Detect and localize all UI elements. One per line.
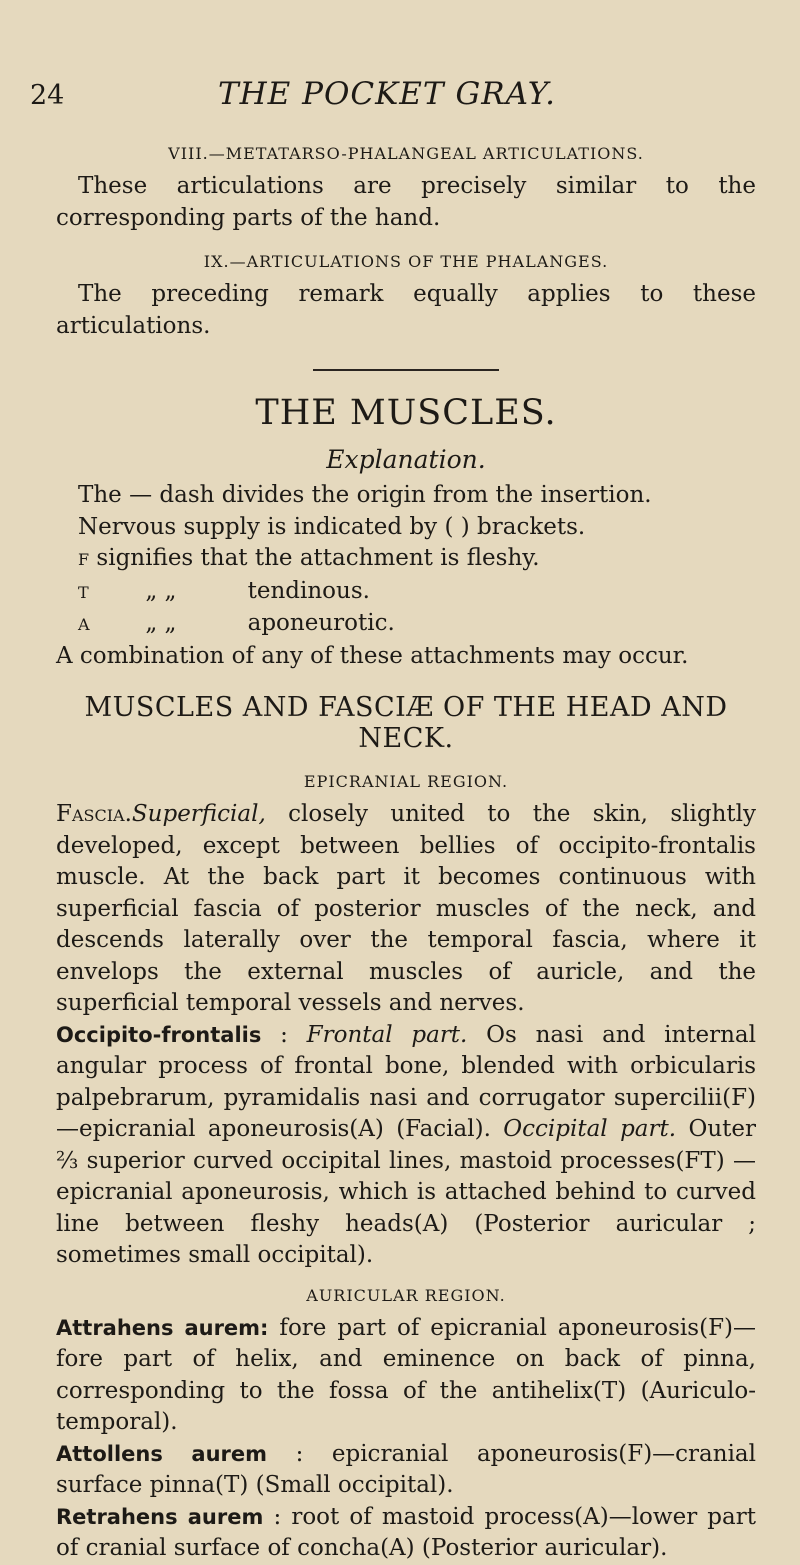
attollens-paragraph bbox=[56, 1439, 756, 1502]
attrahens-text: fore part of epicranial aponeurosis(F)— fore part of helix, and eminence on back of pinna, corresponding to the fossa of the antihelix(T) (Auriculo-temporal). bbox=[56, 1314, 756, 1435]
frontal-part-text: Os nasi and internal angular process of frontal bone, blended with orbicularis palpebrarum, pyramidalis nasi and corrugator supercilii(F)—epicranial aponeurosis(A) (Facial). bbox=[56, 1021, 756, 1142]
occipital-part-label: Occipital part. bbox=[503, 1116, 677, 1142]
explanation-line bbox=[78, 543, 756, 576]
fascia-emphasis: Superficial, bbox=[131, 801, 266, 827]
explanation-line bbox=[78, 608, 756, 641]
attollens-label: Attollens aurem bbox=[56, 1441, 268, 1466]
page-body bbox=[56, 138, 756, 1565]
key-letter: F bbox=[78, 550, 90, 569]
fascia-paragraph bbox=[56, 799, 756, 1020]
explanation-key bbox=[56, 480, 756, 672]
explanation-subtitle: Explanation. bbox=[326, 445, 486, 474]
section-heading-phalanges: IX.—ARTICULATIONS OF THE PHALANGES. bbox=[203, 252, 609, 271]
explanation-line: A combination of any of these attachments may occur. bbox=[56, 642, 689, 669]
running-title: THE POCKET GRAY. bbox=[217, 76, 557, 112]
epicranial-region-heading: EPICRANIAL REGION. bbox=[303, 772, 509, 791]
retrahens-text: : root of mastoid process(A)—lower part of cranial surface of concha(A) (Posterior auricular). bbox=[56, 1503, 756, 1561]
section-divider bbox=[313, 369, 499, 371]
attrahens-label: Attrahens aurem: bbox=[56, 1315, 269, 1340]
key-meaning: aponeurotic. bbox=[247, 610, 395, 636]
paragraph-metatarso-phalangeal: These articulations are precisely similar to the corresponding parts of the hand. bbox=[56, 173, 756, 231]
ditto-marks: „ „ bbox=[145, 610, 177, 636]
explanation-line: The — dash divides the origin from the insertion. bbox=[78, 482, 652, 508]
muscles-title: THE MUSCLES. bbox=[255, 393, 557, 433]
section-heading-metatarso-phalangeal: VIII.—METATARSO-PHALANGEAL ARTICULATIONS. bbox=[168, 144, 644, 163]
attollens-text: : epicranial aponeurosis(F)—cranial surface pinna(T) (Small occipital). bbox=[56, 1440, 756, 1498]
occipito-frontalis-label: Occipito-frontalis bbox=[56, 1022, 262, 1047]
head-neck-heading: MUSCLES AND FASCIÆ OF THE HEAD AND NECK. bbox=[84, 692, 728, 754]
fascia-label: Fascia. bbox=[56, 801, 132, 827]
page-number: 24 bbox=[30, 80, 65, 111]
key-meaning: signifies that the attachment is fleshy. bbox=[96, 545, 540, 571]
auricular-region-heading: AURICULAR REGION. bbox=[306, 1285, 506, 1305]
frontal-part-label: Frontal part. bbox=[306, 1021, 468, 1048]
paragraph-phalanges: The preceding remark equally applies to these articulations. bbox=[56, 281, 756, 339]
key-meaning: tendinous. bbox=[247, 577, 370, 604]
retrahens-label: Retrahens aurem bbox=[56, 1504, 264, 1529]
key-letter: T bbox=[78, 582, 89, 602]
occipital-part-text: Outer ⅔ superior curved occipital lines, mastoid processes(FT) — epicranial aponeurosis, which is attached behind to curved line between fleshy heads(A) (Posterior auricular ; sometimes small occipital). bbox=[56, 1116, 756, 1268]
key-letter: A bbox=[78, 615, 90, 634]
occipito-frontalis-paragraph bbox=[56, 1020, 756, 1272]
attrahens-paragraph bbox=[56, 1313, 756, 1439]
retrahens-paragraph bbox=[56, 1502, 756, 1565]
explanation-line: Nervous supply is indicated by ( ) brackets. bbox=[78, 513, 586, 540]
ditto-marks: „ „ bbox=[145, 577, 177, 604]
page-header bbox=[30, 76, 744, 116]
fascia-text: closely united to the skin, slightly developed, except between bellies of occipito-frontalis muscle. At the back part it becomes continuous with superficial fascia of posterior muscles of the neck, and descends laterally over the temporal fascia, where it envelops the external muscles of auricle, and the superficial temporal vessels and nerves. bbox=[56, 801, 756, 1016]
colon: : bbox=[261, 1021, 307, 1048]
explanation-line bbox=[78, 576, 756, 609]
